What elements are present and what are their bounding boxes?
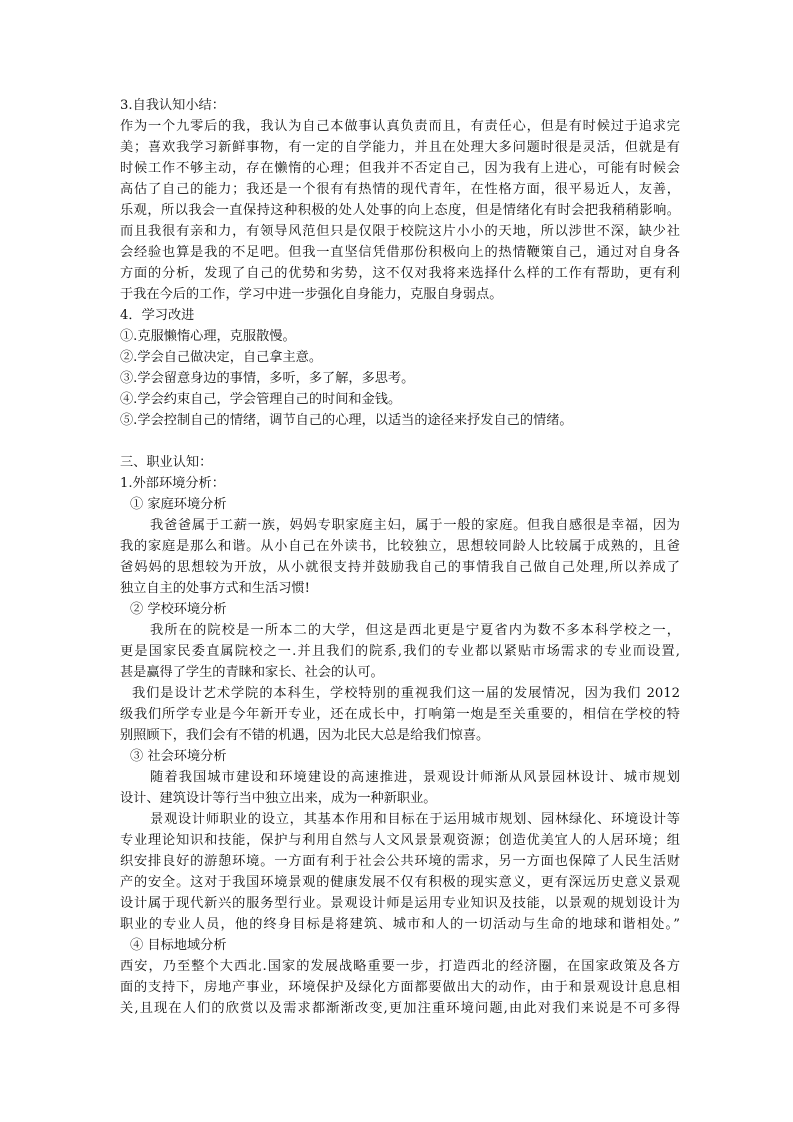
- paragraph-line: 产的安全。这对于我国环境景观的健康发展不仅有积极的现实意义，更有深远历史意义景观: [120, 875, 680, 890]
- paragraph-line: 乐观，所以我会一直保持这种积极的处人处事的向上态度，但是情绪化有时会把我稍稍影响。: [120, 203, 680, 218]
- section-4-title: 4．学习改进: [120, 308, 195, 323]
- paragraph-line: 爸妈妈的思想较为开放，从小就很支持并鼓励我自己的事情我自己做自己处理,所以养成了: [120, 560, 680, 575]
- paragraph-line: 独立自主的处事方式和生活习惯!: [120, 581, 310, 596]
- paragraph-line: 西安，乃至整个大西北.国家的发展战略重要一步，打造西北的经济圈，在国家政策及各方: [120, 959, 680, 974]
- paragraph-line: 我爸爸属于工薪一族，妈妈专职家庭主妇，属于一般的家庭。但我自感很是幸福，因为: [150, 518, 680, 533]
- list-item: ②.学会自己做决定，自己拿主意。: [120, 350, 323, 365]
- paragraph-line: 面的支持下，房地产事业，环境保护及绿化方面都要做出大的动作，由于和景观设计息息相: [120, 980, 680, 995]
- list-item: ⑤.学会控制自己的情绪，调节自己的心理，以适当的途径来抒发自己的情绪。: [120, 413, 573, 428]
- society-env-title: ③ 社会环境分析: [130, 749, 227, 764]
- family-env-title: ① 家庭环境分析: [130, 497, 227, 512]
- paragraph-line: 作为一个九零后的我，我认为自己本做事认真负责而且，有责任心，但是有时候过于追求完: [120, 119, 680, 134]
- list-item: ④.学会约束自己，学会管理自己的时间和金钱。: [120, 392, 402, 407]
- paragraph-line: 更是国家民委直属院校之一.并且我们的院系,我们的专业都以紧贴市场需求的专业而设置,: [120, 644, 680, 659]
- paragraph-line: 高估了自己的能力；我还是一个很有有热情的现代青年，在性格方面，很平易近人，友善，: [120, 182, 680, 197]
- section-3-title: 3.自我认知小结：: [120, 98, 225, 113]
- paragraph-line: 我们是设计艺术学院的本科生，学校特别的重视我们这一届的发展情况，因为我们 2012: [132, 686, 680, 701]
- paragraph-line: 专业理论知识和技能，保护与利用自然与人文风景景观资源；创造优美宜人的人居环境；组: [120, 833, 680, 848]
- paragraph-line: 关,且现在人们的欣赏以及需求都渐渐改变,更加注重环境问题,由此对我们来说是不可多得: [120, 1001, 680, 1016]
- paragraph-line: 别照顾下，我们会有不错的机遇，因为北民大总是给我们惊喜。: [120, 728, 490, 743]
- paragraph-line: 织安排良好的游憩环境。一方面有利于社会公共环境的需求，另一方面也保障了人民生活财: [120, 854, 680, 869]
- paragraph-line: 甚是赢得了学生的青睐和家长、社会的认可。: [120, 665, 384, 680]
- paragraph-line: 设计、建筑设计等行当中独立出来，成为一种新职业。: [120, 791, 437, 806]
- school-env-title: ② 学校环境分析: [130, 602, 227, 617]
- paragraph-line: 设计属于现代新兴的服务型行业。景观设计师是运用专业知识及技能，以景观的规划设计为: [120, 896, 680, 911]
- paragraph-line: 于我在今后的工作，学习中进一步强化自身能力，克服自身弱点。: [120, 287, 503, 302]
- paragraph-line: 随着我国城市建设和环境建设的高速推进，景观设计师渐从风景园林设计、城市规划: [150, 770, 680, 785]
- paragraph-line: 我所在的院校是一所本二的大学，但这是西北更是宁夏省内为数不多本科学校之一，: [150, 623, 680, 638]
- paragraph-line: 我的家庭是那么和谐。从小自己在外读书，比较独立，思想较同龄人比较属于成熟的，且爸: [120, 539, 680, 554]
- region-env-title: ④ 目标地域分析: [130, 938, 227, 953]
- list-item: ③.学会留意身边的事情，多听，多了解，多思考。: [120, 371, 415, 386]
- paragraph-line: 而且我很有亲和力，有领导风范但只是仅限于校院这片小小的天地，所以涉世不深，缺少社: [120, 224, 680, 239]
- paragraph-line: 美；喜欢我学习新鲜事物，有一定的自学能力，并且在处理大多问题时很是灵活，但就是有: [120, 140, 680, 155]
- paragraph-line: 时候工作不够主动，存在懒惰的心理；但我并不否定自己，因为我有上进心，可能有时候会: [120, 161, 680, 176]
- paragraph-line: 会经验也算是我的不足吧。但我一直坚信凭借那份积极向上的热情鞭策自己，通过对自身各: [120, 245, 680, 260]
- part-3-title: 三、职业认知：: [120, 455, 213, 470]
- paragraph-line: 景观设计师职业的设立，其基本作用和目标在于运用城市规划、园林绿化、环境设计等: [150, 812, 680, 827]
- external-env-title: 1.外部环境分析：: [120, 476, 225, 491]
- paragraph-line: 方面的分析，发现了自己的优势和劣势，这不仅对我将来选择什么样的工作有帮助，更有利: [120, 266, 680, 281]
- paragraph-line: 职业的专业人员，他的终身目标是将建筑、城市和人的一切活动与生命的地球和谐相处。”: [120, 917, 680, 932]
- paragraph-line: 级我们所学专业是今年新开专业，还在成长中，打响第一炮是至关重要的，相信在学校的特: [120, 707, 680, 722]
- list-item: ①.克服懒惰心理，克服散慢。: [120, 329, 296, 344]
